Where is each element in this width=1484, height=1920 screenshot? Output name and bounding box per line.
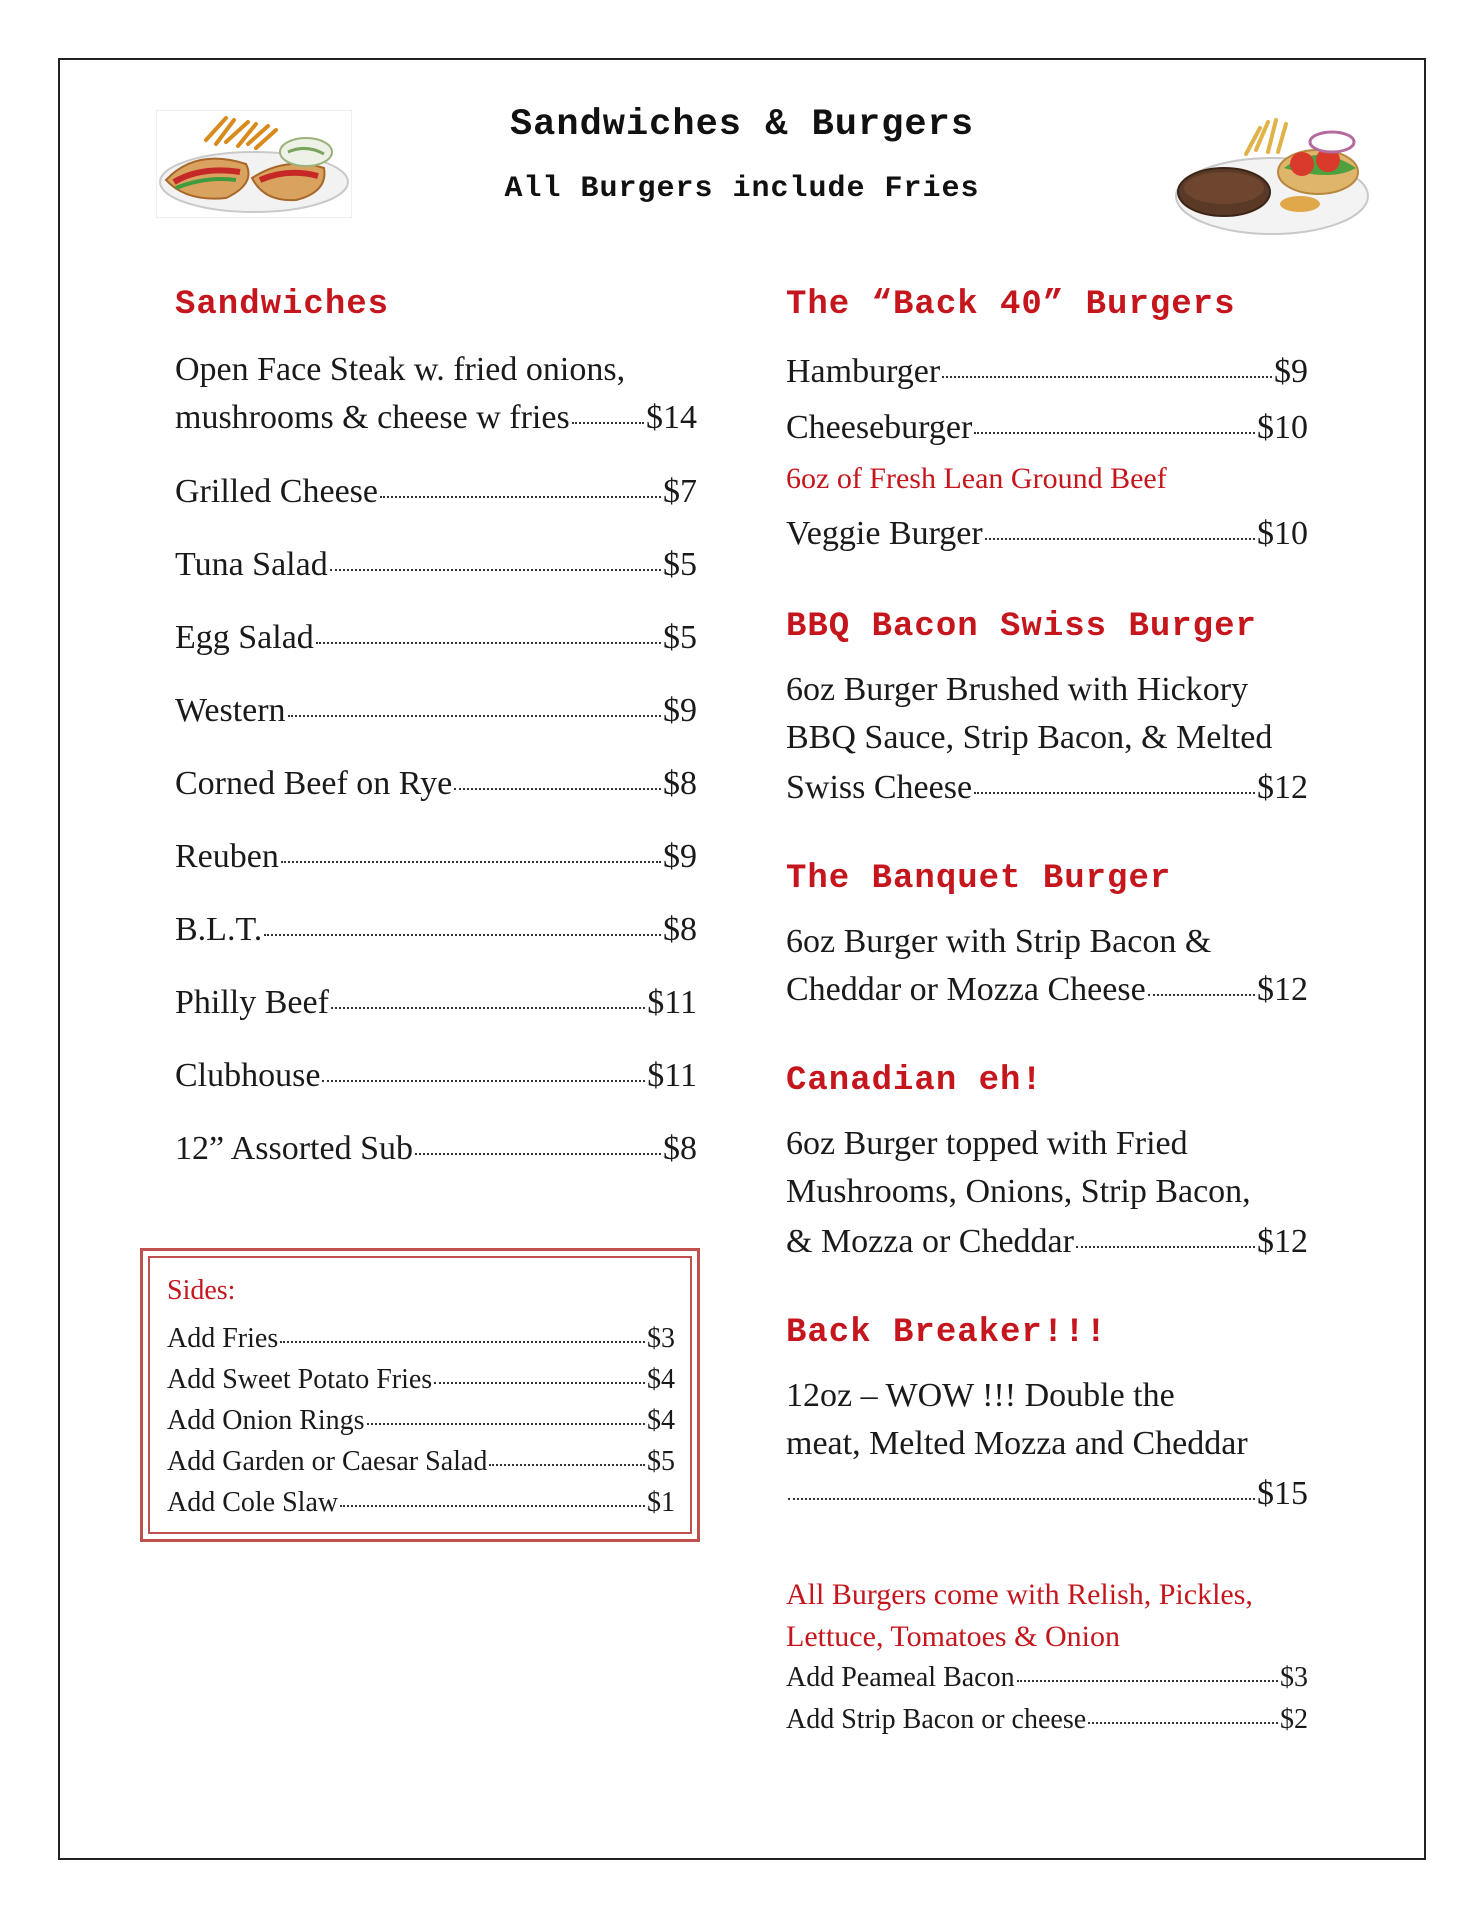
side-price: $4 <box>647 1364 675 1395</box>
bbq-description <box>786 666 1308 762</box>
list-item <box>175 472 697 512</box>
list-item <box>167 1446 675 1478</box>
addon-price: $2 <box>1280 1704 1308 1735</box>
burger-toppings-note-line2: Lettuce, Tomatoes & Onion <box>786 1620 1120 1653</box>
dot-leader <box>288 715 661 717</box>
banquet-price-row <box>786 970 1308 1010</box>
canadian-heading: Canadian eh! <box>786 1062 1043 1100</box>
bbq-price-row <box>786 768 1308 808</box>
dot-leader <box>380 496 661 498</box>
dot-leader <box>434 1382 645 1384</box>
veggie-burger-row <box>786 514 1308 554</box>
list-item <box>175 545 697 585</box>
list-item <box>175 1056 697 1096</box>
dot-leader <box>1148 994 1255 996</box>
item-price: $10 <box>1257 515 1308 552</box>
bbq-line1: 6oz Burger Brushed with Hickory <box>786 671 1249 708</box>
backbreaker-line2: meat, Melted Mozza and Cheddar <box>786 1425 1248 1462</box>
banquet-price: $12 <box>1257 971 1308 1008</box>
dot-leader <box>330 569 661 571</box>
backbreaker-line1: 12oz – WOW !!! Double the <box>786 1377 1175 1414</box>
item-price: $11 <box>647 1057 697 1094</box>
side-price: $4 <box>647 1405 675 1436</box>
burger-toppings-note-line1: All Burgers come with Relish, Pickles, <box>786 1578 1253 1611</box>
page-title: Sandwiches & Burgers <box>509 104 975 146</box>
open-face-steak-item <box>175 346 697 394</box>
item-name: B.L.T. <box>175 911 263 948</box>
backbreaker-price-row <box>786 1474 1308 1514</box>
item-name: Clubhouse <box>175 1057 321 1094</box>
item-name: 12” Assorted Sub <box>175 1130 413 1167</box>
list-item <box>786 1662 1308 1694</box>
item-price: $5 <box>663 546 697 583</box>
open-face-steak-line1: Open Face Steak w. fried onions, <box>175 351 626 388</box>
item-name: Hamburger <box>786 353 941 390</box>
side-name: Add Cole Slaw <box>167 1487 339 1518</box>
item-name: Tuna Salad <box>175 546 328 583</box>
side-name: Add Garden or Caesar Salad <box>167 1446 488 1477</box>
canadian-line3: & Mozza or Cheddar <box>786 1223 1074 1260</box>
item-name: Egg Salad <box>175 619 314 656</box>
canadian-line1: 6oz Burger topped with Fried <box>786 1125 1188 1162</box>
banquet-line2: Cheddar or Mozza Cheese <box>786 971 1146 1008</box>
dot-leader <box>264 934 661 936</box>
item-price: $11 <box>647 984 697 1021</box>
list-item <box>175 691 697 731</box>
item-price: $9 <box>663 692 697 729</box>
sides-title: Sides: <box>167 1275 236 1306</box>
open-face-steak-price-row <box>175 398 697 438</box>
list-item <box>167 1364 675 1396</box>
addon-name: Add Peameal Bacon <box>786 1662 1015 1693</box>
dot-leader <box>280 1341 645 1343</box>
addon-name: Add Strip Bacon or cheese <box>786 1704 1087 1735</box>
side-name: Add Fries <box>167 1323 279 1354</box>
list-item <box>786 352 1308 392</box>
side-name: Add Onion Rings <box>167 1405 365 1436</box>
list-item <box>167 1323 675 1355</box>
back40-heading: The “Back 40” Burgers <box>786 286 1236 324</box>
sides-box <box>140 1248 700 1542</box>
item-name: Cheeseburger <box>786 409 973 446</box>
list-item <box>175 618 697 658</box>
dot-leader <box>340 1505 645 1507</box>
dot-leader <box>322 1080 645 1082</box>
side-price: $5 <box>647 1446 675 1477</box>
list-item <box>175 983 697 1023</box>
item-price: $7 <box>663 473 697 510</box>
item-price: $5 <box>663 619 697 656</box>
dot-leader <box>1076 1246 1255 1248</box>
bbq-price: $12 <box>1257 769 1308 806</box>
list-item <box>786 408 1308 448</box>
dot-leader <box>974 432 1255 434</box>
backbreaker-price: $15 <box>1257 1475 1308 1512</box>
item-price: $8 <box>663 1130 697 1167</box>
backbreaker-description <box>786 1372 1308 1468</box>
item-name: Grilled Cheese <box>175 473 378 510</box>
item-name: Corned Beef on Rye <box>175 765 453 802</box>
canadian-price: $12 <box>1257 1223 1308 1260</box>
item-name: Western <box>175 692 286 729</box>
dot-leader <box>316 642 661 644</box>
item-name: Reuben <box>175 838 279 875</box>
item-name: Philly Beef <box>175 984 329 1021</box>
dot-leader <box>415 1153 661 1155</box>
ground-beef-note: 6oz of Fresh Lean Ground Beef <box>786 462 1167 495</box>
banquet-description <box>786 918 1308 966</box>
list-item <box>175 1129 697 1169</box>
side-price: $1 <box>647 1487 675 1518</box>
item-price: $8 <box>663 765 697 802</box>
dot-leader <box>489 1464 645 1466</box>
dot-leader <box>367 1423 645 1425</box>
dot-leader <box>788 1498 1255 1500</box>
banquet-line1: 6oz Burger with Strip Bacon & <box>786 923 1212 960</box>
list-item <box>786 1704 1308 1736</box>
dot-leader <box>281 861 661 863</box>
bbq-heading: BBQ Bacon Swiss Burger <box>786 608 1257 646</box>
dot-leader <box>454 788 661 790</box>
item-price: $9 <box>663 838 697 875</box>
list-item <box>175 764 697 804</box>
sandwiches-heading: Sandwiches <box>175 286 390 324</box>
dot-leader <box>942 376 1272 378</box>
burger-plate-photo-icon <box>1172 112 1372 238</box>
banquet-heading: The Banquet Burger <box>786 860 1172 898</box>
list-item <box>167 1487 675 1519</box>
item-price: $10 <box>1257 409 1308 446</box>
side-name: Add Sweet Potato Fries <box>167 1364 433 1395</box>
canadian-line2: Mushrooms, Onions, Strip Bacon, <box>786 1173 1251 1210</box>
item-price: $9 <box>1274 353 1308 390</box>
open-face-steak-line2: mushrooms & cheese w fries <box>175 399 570 436</box>
list-item <box>175 910 697 950</box>
backbreaker-heading: Back Breaker!!! <box>786 1314 1108 1352</box>
side-price: $3 <box>647 1323 675 1354</box>
dot-leader <box>1088 1722 1278 1724</box>
page-subtitle: All Burgers include Fries <box>504 172 980 206</box>
dot-leader <box>572 422 644 424</box>
addon-price: $3 <box>1280 1662 1308 1693</box>
bbq-line2: BBQ Sauce, Strip Bacon, & Melted <box>786 719 1273 756</box>
list-item <box>175 837 697 877</box>
list-item <box>167 1405 675 1437</box>
dot-leader <box>1017 1680 1278 1682</box>
sandwich-plate-photo-icon <box>156 110 352 218</box>
canadian-description <box>786 1120 1308 1216</box>
bbq-line3: Swiss Cheese <box>786 769 973 806</box>
dot-leader <box>974 792 1255 794</box>
item-price: $8 <box>663 911 697 948</box>
dot-leader <box>331 1007 645 1009</box>
dot-leader <box>985 538 1255 540</box>
canadian-price-row <box>786 1222 1308 1262</box>
open-face-steak-price: $14 <box>646 399 697 436</box>
item-name: Veggie Burger <box>786 515 983 552</box>
